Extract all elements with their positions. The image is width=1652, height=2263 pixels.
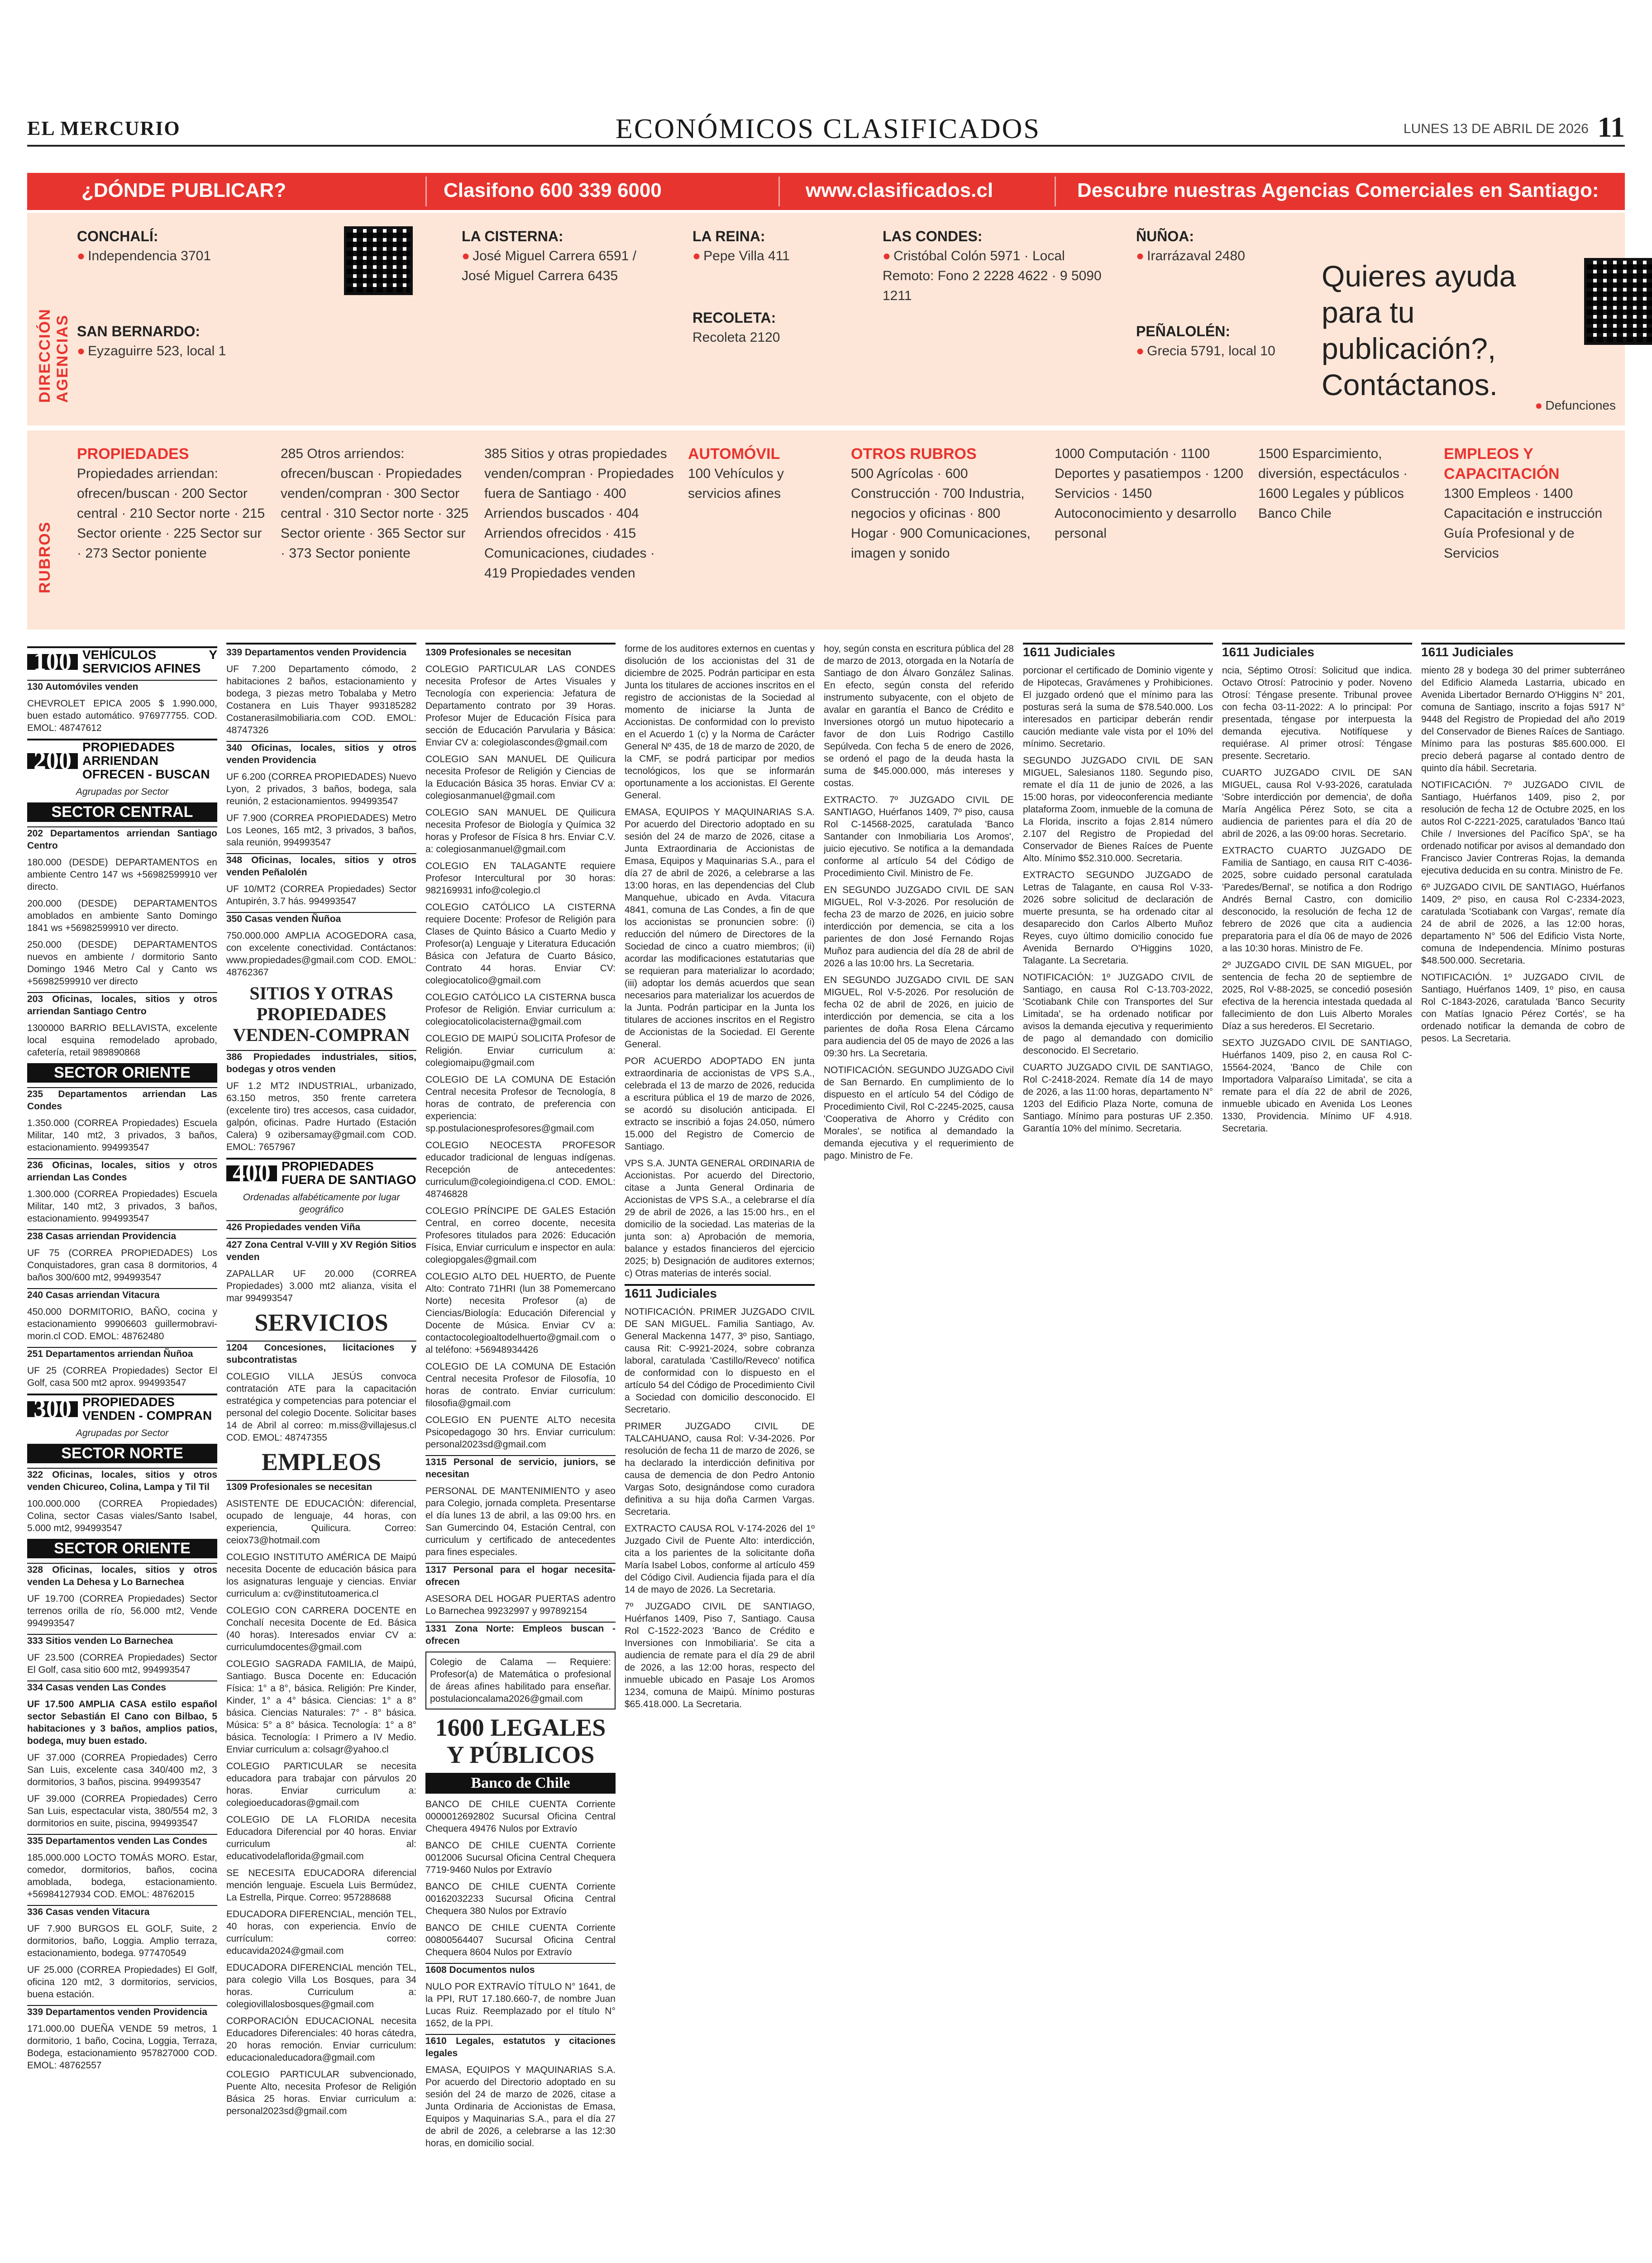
classified-ad: SE NECESITA EDUCADORA diferencial mención lenguaje. Escuela Luis Bermúdez, La Estrella, Pirque. Correo: 957288688 (226, 1868, 416, 1903)
category-name: PROPIEDADES FUERA DE SANTIAGO (282, 1159, 416, 1187)
classifieds-body (27, 643, 1625, 2263)
subcategory: 1331 Zona Norte: Empleos buscan - ofrecen (425, 1622, 616, 1647)
rubro-items: 385 Sitios y otras propiedades venden/compran · Propiedades fuera de Santiago · 400 Arriendos buscados · 404 Arriendos ofrecidos · 415 Comunicaciones, ciudades · 419 Propiedades venden (484, 446, 674, 581)
classified-ad: CHEVROLET EPICA 2005 $ 1.990.000, buen estado automático. 976977755. COD. EMOL: 48747612 (27, 698, 217, 733)
phone-number[interactable]: Clasifono 600 339 6000 (444, 179, 662, 201)
legal-notice: ncia, Séptimo Otrosí: Solicitud que indica. Octavo Otrosí: Patrocinio y poder. Noveno Otrosí: Téngase presente. Tribunal provee con fecha 03-11-2022: A lo principal: Por presentada, téngase por interpuesta la demanda ejecutiva. Notifíquese y requiérase. Al primer otrosí: Téngase presente. Secretario. (1222, 665, 1412, 761)
column-3 (425, 643, 616, 2263)
rubro-head: OTROS RUBROS (851, 445, 977, 463)
legal-notice: 6º JUZGADO CIVIL DE SANTIAGO, Huérfanos 1409, 2º piso, en causa Rol C-2334-2023, caratulada 'Scotiabank con Vargas', remate día 24 de abril de 2026, a las 12:00 horas, departamento N° 506 del Edificio Vista Norte, comuna de Independencia. Mínimo posturas $48.500.000. Secretaria. (1421, 882, 1625, 966)
classified-ad: 750.000.000 AMPLIA ACOGEDORA casa, con excelente conectividad. Contáctanos: www.propiedades@gmail.com COD. EMOL: 48762367 (226, 931, 416, 978)
legal-notice: VPS S.A. JUNTA GENERAL ORDINARIA de Accionistas. Por acuerdo del Directorio, citase a Junta General Ordinaria de Accionistas de VPS S.A., a celebrarse el día 29 de abril de 2026, a las 15:00 hrs., en el domicilio de la sociedad. Las materias de la junta son: a) Aprobación de memoria, balance y estados financieros del ejercicio 2025; b) Designación de auditores externos; c) Otras materias de interés social. (625, 1158, 815, 1279)
legal-notice: EMASA, EQUIPOS Y MAQUINARIAS S.A. Por acuerdo del Directorio adoptado en su sesión del 24 de marzo de 2026, citase a Junta Extraordinaria de Accionistas de Emasa, Equipos y Maquinarias S.A., para el día 27 de abril de 2026, a celebrarse a las 13:00 horas, en las dependencias del Club Manquehue, ubicado en Avda. Vitacura 4841, comuna de Las Condes, a fin de que los accionistas se pronuncien sobre: (i) reducción del número de Directores de la Sociedad de cinco a cuatro miembros; (ii) acordar las modificaciones estatutarias que se requieran para materializar lo acordado; (iii) adoptar los demás acuerdos que sean necesarios para materializar los acuerdos de la Junta. Podrán participar en la Junta los titulares de acciones inscritos en el Registro de Accionistas de la Sociedad. El Gerente General. (625, 807, 815, 1050)
subcategory: 1611 Judiciales (1222, 643, 1412, 660)
publish-banner (27, 173, 1625, 210)
subcategory: 240 Casas arriendan Vitacura (27, 1288, 217, 1301)
classified-ad: 200.000 (DESDE) DEPARTAMENTOS amoblados en ambiente Santo Domingo 1841 ws +56982599910 ver directo. (27, 898, 217, 933)
legal-notice: EXTRACTO CUARTO JUZGADO DE Familia de Santiago, en causa RIT C-4036-2025, sobre cuidado personal caratulada 'Paredes/Bernal', se notifica a don Rodrigo Andrés Bernal Castro, con domicilio desconocido, la resolución de fecha 12 de febrero de 2026 que cita a audiencia preparatoria para el día 06 de mayo de 2026 a las 10:30 horas. Ministro de Fe. (1222, 845, 1412, 954)
rubro-group (484, 444, 674, 583)
agency-name: LA REINA: (692, 228, 765, 244)
agency-address: José Miguel Carrera 6591 / José Miguel Carrera 6435 (462, 248, 636, 283)
subcategory: 236 Oficinas, locales, sitios y otros arriendan Las Condes (27, 1158, 217, 1184)
agency-san-bernardo (77, 321, 240, 361)
column-6 (1023, 643, 1213, 2263)
legal-notice: CUARTO JUZGADO CIVIL DE SAN MIGUEL, causa Rol V-93-2026, caratulada 'Sobre interdicción por demencia', de doña María Angélica Pérez Soto, se cita a audiencia de parientes para el día 20 de abril de 2026, a las 09:00 horas. Secretario. (1222, 768, 1412, 839)
column-4 (625, 643, 815, 2263)
legal-notice: miento 28 y bodega 30 del primer subterráneo del Edificio Alameda Lastarria, ubicado en Avenida Libertador Bernardo O'Higgins N° 201, comuna de Santiago, inscrito a fojas 5917 N° 9448 del Registro de Propiedad del año 2019 del Conservador de Bienes Raíces de Santiago. Mínimo para las posturas $85.600.000. El precio deberá pagarse al contado dentro de quinto día hábil. Secretaria. (1421, 665, 1625, 773)
sector-header: SECTOR ORIENTE (27, 1539, 217, 1558)
sector-header: SECTOR ORIENTE (27, 1063, 217, 1083)
legal-notice: NOTIFICACIÓN. 1º JUZGADO CIVIL de Santiago, Huérfanos 1409, 1º piso, en causa Rol C-1843-2026, caratulada 'Banco Security con Matías Ignacio Pérez Cortés', se ha ordenado notificar la demanda de cobro de pesos. La Secretaria. (1421, 972, 1625, 1044)
agency-name: ÑUÑOA: (1136, 228, 1194, 244)
category-number: 200 (27, 753, 78, 769)
subcategory: 350 Casas venden Ñuñoa (226, 912, 416, 925)
subcategory: 386 Propiedades industriales, sitios, bodegas y otros venden (226, 1050, 416, 1075)
defunciones-link[interactable] (1535, 398, 1616, 413)
classified-ad: COLEGIO PARTICULAR subvencionado, Puente Alto, necesita Profesor de Religión Básica 25 horas. Enviar curriculum a: personal2023sd@gmail.com (226, 2069, 416, 2116)
classified-ad: COLEGIO NEOCESTA PROFESOR educador tradicional de lenguas indígenas. Recepción de antecedentes: curriculum@colegioindigena.cl COD. EMOL: 48746828 (425, 1140, 616, 1199)
subcategory: 427 Zona Central V-VIII y XV Región Sitios venden (226, 1238, 416, 1263)
classified-ad: 180.000 (DESDE) DEPARTAMENTOS en ambiente Centro 147 ws +56982599910 ver directo. (27, 857, 217, 892)
location-pin-icon: ● (1535, 398, 1543, 412)
classified-ad: COLEGIO DE LA COMUNA DE Estación Central necesita Profesor de Filosofía, 10 horas de contrato. Enviar curriculum: filosofia@gmail.com (425, 1361, 616, 1408)
subcategory: 251 Departamentos arriendan Ñuñoa (27, 1347, 217, 1360)
classified-ad: COLEGIO SAN MANUEL DE Quilicura necesita Profesor de Religión y Ciencias de la Educación Básica 35 horas. Enviar CV a: colegiosanmanuel@gmail.com (425, 754, 616, 801)
column-2 (226, 643, 416, 2263)
agency-address: Recoleta 2120 (692, 330, 780, 345)
classified-ad: NULO POR EXTRAVÍO TÍTULO N° 1641, de la PPI, RUT 17.180.660-7, de nombre Juan Lucas Ruiz. Reemplazado por el título N° 1652, de la PPI. (425, 1981, 616, 2029)
category-header (27, 739, 217, 781)
legal-notice: EXTRACTO. 7º JUZGADO CIVIL DE SANTIAGO, Huérfanos 1409, 7º piso, causa Rol C-14568-2025, caratulada 'Banco Santander con Inmobiliaria Los Aromos', juicio ejecutivo. Se notifica a la demandada conforme al artículo 54 del Código de Procedimiento Civil. Ministro de Fe. (824, 795, 1014, 878)
classified-ad: UF 37.000 (CORREA Propiedades) Cerro San Luis, excelente casa 340/400 m2, 3 dormitorios, 3 baños, piscina. 994993547 (27, 1752, 217, 1787)
agency-address: Irarrázaval 2480 (1147, 248, 1245, 263)
classified-ad: UF 7.900 BURGOS EL GOLF, Suite, 2 dormitorios, baño, Loggia. Amplio terraza, estacionamiento, bodega. 977470549 (27, 1924, 217, 1958)
classified-ad: COLEGIO DE LA COMUNA DE Estación Central necesita Profesor de Tecnología, 8 horas de contrato, de preferencia con experiencia: sp.postulacionesprofesores@gmail.com (425, 1074, 616, 1134)
subcategory: 426 Propiedades venden Viña (226, 1220, 416, 1233)
location-pin-icon: ● (1136, 344, 1145, 358)
classified-ad: ASESORA DEL HOGAR PUERTAS adentro Lo Barnechea 99232997 y 997892154 (425, 1594, 616, 1616)
section-title: ECONÓMICOS CLASIFICADOS (616, 114, 1041, 144)
subcategory: 203 Oficinas, locales, sitios y otros arriendan Santiago Centro (27, 992, 217, 1017)
legal-notice: SEGUNDO JUZGADO CIVIL DE SAN MIGUEL, Salesianos 1180. Segundo piso, remate el día 11 de junio de 2026, a las 15:00 horas, por videoconferencia mediante plataforma Zoom, inmueble de la comuna de La Florida, inscrito a fojas 2.814 número 2.107 del Registro de Propiedad del Conservador de Bienes Raíces de Puente Alto. Mínimo $52.310.000. Secretaria. (1023, 755, 1213, 864)
subcategory: 1317 Personal para el hogar necesita-ofrecen (425, 1563, 616, 1588)
classified-ad: COLEGIO CON CARRERA DOCENTE en Conchalí necesita Docente de Ed. Básica (40 horas). Interesados enviar CV a: curriculumdocentes@gmail.com (226, 1605, 416, 1652)
sector-header: SECTOR NORTE (27, 1444, 217, 1463)
agency-address: Independencia 3701 (88, 248, 211, 263)
legal-notice: EXTRACTO SEGUNDO JUZGADO de Letras de Talagante, en causa Rol V-33-2026 sobre solicitud de declaración de muerte presunta, se ha ordenado citar al desaparecido don Carlos Alberto Muñoz Reyes, cuyo último domicilio conocido fue Avenida Bernardo O'Higgins 1020, Talagante. La Secretaria. (1023, 870, 1213, 966)
help-text: Quieres ayuda para tu publicación?, Contáctanos. (1322, 259, 1516, 401)
category-header (27, 646, 217, 675)
subcategory: 339 Departamentos venden Providencia (226, 643, 416, 659)
subcategory: 235 Departamentos arriendan Las Condes (27, 1087, 217, 1112)
agency-address: Eyzaguirre 523, local 1 (88, 344, 226, 358)
subcategory: 1204 Concesiones, licitaciones y subcontratistas (226, 1341, 416, 1366)
help-box (1322, 226, 1652, 401)
agencies-heading: Descubre nuestras Agencias Comerciales en Santiago: (1077, 179, 1599, 201)
classified-ad: 1300000 BARRIO BELLAVISTA, excelente local esquina remodelado aprobado, cafetería, retail 989890868 (27, 1023, 217, 1058)
classified-ad: 1.350.000 (CORREA Propiedades) Escuela Militar, 140 mt2, 3 privados, 3 baños, estacionamiento. 994993547 (27, 1118, 217, 1153)
classified-ad: UF 17.500 AMPLIA CASA estilo español sector Sebastián El Cano con Bilbao, 5 habitaciones y 3 baños, amplios patios, bodega, muy buen estado. (27, 1699, 217, 1746)
issue-date: LUNES 13 DE ABRIL DE 2026 (1403, 121, 1589, 136)
classified-ad: UF 10/MT2 (CORREA Propiedades) Sector Antupirén, 3.7 hás. 994993547 (226, 884, 416, 907)
subcategory: 340 Oficinas, locales, sitios y otros venden Providencia (226, 741, 416, 766)
classified-ad: COLEGIO VILLA JESÚS convoca contratación ATE para la capacitación estratégica y competencias para potenciar el personal del colegio Docente. Solicitar bases 14 de Abril al correo: m.miss@villajesus.cl COD. EMOL: 48747355 (226, 1371, 416, 1443)
category-name: PROPIEDADES VENDEN - COMPRAN (82, 1395, 212, 1423)
boxed-ad: Colegio de Calama — Requiere: Profesor(a) de Matemática o profesional de áreas afines habilitado para enseñar. postulacioncalama2026@gmail.com (425, 1652, 616, 1709)
classified-ad: COLEGIO PARTICULAR LAS CONDES necesita Profesor de Artes Visuales y Tecnología con experiencia: Jefatura de Departamento contrato por 39 Horas. Profesor Mujer de Educación Física para sección de Educación Parvularia y Básica: Enviar CV a: colegiolascondes@gmail.com (425, 664, 616, 748)
rubro-items: Propiedades arriendan: ofrecen/buscan · 200 Sector central · 210 Sector norte · 215 Sector oriente · 225 Sector sur · 273 Sector poniente (77, 466, 265, 561)
column-8 (1421, 643, 1625, 2263)
classified-ad: 100.000.000 (CORREA Propiedades) Colina, sector Casas viales/Santo Isabel, 5.000 mt2, 994993547 (27, 1499, 217, 1533)
classified-ad: ASISTENTE DE EDUCACIÓN: diferencial, ocupado de lenguaje, 44 horas, con experiencia, Quilicura. Correo: ceiox73@hotmail.com (226, 1499, 416, 1546)
category-name: PROPIEDADES ARRIENDAN OFRECEN - BUSCAN (82, 740, 210, 781)
page-number: 11 (1597, 111, 1625, 143)
rubro-items: 285 Otros arriendos: ofrecen/buscan · Propiedades venden/compran · 300 Sector central · 310 Sector norte · 325 Sector oriente · 365 Sector sur · 373 Sector poniente (281, 446, 469, 561)
location-pin-icon: ● (883, 248, 891, 263)
legal-notice: POR ACUERDO ADOPTADO EN junta extraordinaria de accionistas de VPS S.A., celebrada el 13 de marzo de 2026, reducida a escritura pública el 19 de marzo de 2026, se acordó su disolución anticipada. El extracto se inscribió a fojas 24.050, número 15.000 del Registro de Comercio de Santiago. (625, 1056, 815, 1152)
subcategory: 336 Casas venden Vitacura (27, 1905, 217, 1918)
location-pin-icon: ● (1136, 248, 1145, 263)
classified-ad: COLEGIO SAGRADA FAMILIA, de Maipú, Santiago. Busca Docente en: Educación Física: 1° a 8°, básica. Religión: Pre Kinder, Kinder, 1° a 4° básica. Ciencias: 1° a 8° básica. Ciencias Naturales: 7° - 8° básica. Música: 5° a 8° básica. Tecnología: 1° a 8° básica. Tecnología: I Primero a IV Medio. Enviar curriculum a: colsagr@yahoo.cl (226, 1659, 416, 1755)
classified-ad: COLEGIO DE MAIPÚ SOLICITA Profesor de Religión. Enviar curriculum a: colegiomaipu@gmail.com (425, 1033, 616, 1068)
rubro-head: AUTOMÓVIL (688, 445, 780, 463)
subcategory: 1309 Profesionales se necesitan (226, 1480, 416, 1493)
classified-ad: UF 7.900 (CORREA PROPIEDADES) Metro Los Leones, 165 mt2, 3 privados, 3 baños, sala reunión, 994993547 (226, 813, 416, 848)
classified-ad: UF 19.700 (CORREA Propiedades) Sector terrenos orilla de río, 56.000 mt2, Vende 994993547 (27, 1594, 217, 1628)
masthead (27, 113, 1625, 147)
rubros-label: RUBROS (36, 521, 53, 593)
agency-penalolen (1136, 321, 1281, 361)
rubros-index (27, 428, 1625, 630)
classified-ad: 450.000 DORMITORIO, BAÑO, cocina y estacionamiento 99906603 guillermobravi-morin.cl COD. EMOL: 48762480 (27, 1307, 217, 1342)
category-subtitle: Agrupadas por Sector (76, 1428, 169, 1438)
subcategory: 334 Casas venden Las Condes (27, 1681, 217, 1694)
legal-notice: NOTIFICACIÓN. SEGUNDO JUZGADO Civil de San Bernardo. En cumplimiento de lo dispuesto en el artículo 54 del Código de Procedimiento Civil, Rol C-2245-2025, causa 'Cooperativa de Ahorro y Crédito con Morales', se notifica al demandado la demanda ejecutiva y el requerimiento de pago. Ministro de Fe. (824, 1065, 1014, 1161)
classified-ad: EDUCADORA DIFERENCIAL mención TEL, para colegio Villa Los Bosques, para 34 horas. Curriculum a: colegiovillalosbosques@gmail.com (226, 1962, 416, 2010)
agency-name: LAS CONDES: (883, 228, 983, 244)
category-number: 400 (226, 1165, 277, 1181)
subcategory: 1611 Judiciales (1421, 643, 1625, 660)
classified-ad: UF 25.000 (CORREA Propiedades) El Golf, oficina 120 mt2, 3 dormitorios, servicios, buena estación. (27, 1965, 217, 2000)
rubro-group (688, 444, 837, 504)
classified-ad: COLEGIO CATÓLICO LA CISTERNA busca Profesor de Religión. Enviar curriculum a: colegiocatolicolacisterna@gmail.com (425, 992, 616, 1027)
classified-ad: BANCO DE CHILE CUENTA Corriente 0000012692802 Sucursal Oficina Central Chequera 49476 Nulos por Extravío (425, 1799, 616, 1834)
classified-ad: BANCO DE CHILE CUENTA Corriente 00800564407 Sucursal Oficina Central Chequera 8604 Nulos por Extravío (425, 1923, 616, 1957)
classified-ad: EMASA, EQUIPOS Y MAQUINARIAS S.A. Por acuerdo del Directorio adoptado en su sesión del 24 de marzo de 2026, citase a Junta Ordinaria de Accionistas de Emasa, Equipos y Maquinarias S.A., para el día 27 de abril de 2026, a celebrarse a las 12:30 horas, en domicilio social. (425, 2065, 616, 2148)
divider (425, 177, 427, 206)
classified-ad: 250.000 (DESDE) DEPARTAMENTOS nuevos en ambiente / dormitorio Santo Domingo 1946 Metro Cal y Canto ws +56982599910 ver directo (27, 940, 217, 987)
subcategory: 335 Departamentos venden Las Condes (27, 1834, 217, 1847)
agency-la-reina (692, 226, 846, 266)
legal-notice: 2º JUZGADO CIVIL DE SAN MIGUEL, por sentencia de fecha 20 de septiembre de 2025, Rol V-88-2025, se concedió posesión efectiva de la herencia intestada quedada al fallecimiento de don Luis Alberto Morales Díaz a sus herederos. El Secretario. (1222, 960, 1412, 1031)
rubro-items: 1500 Esparcimiento, diversión, espectáculos · 1600 Legales y públicos Banco Chile (1258, 446, 1408, 521)
classified-ad: COLEGIO DE LA FLORIDA necesita Educadora Diferencial por 40 horas. Enviar curriculum al: educativodelaflorida@gmail.com (226, 1814, 416, 1862)
website-link[interactable]: www.clasificados.cl (806, 179, 993, 201)
classified-ad: UF 1.2 MT2 INDUSTRIAL, urbanizado, 63.150 metros, 350 frente carretera (excelente tiro) tres accesos, casa cuidador, galpón, oficinas. Padre Hurtado (Estación Calera) 9 ozibersamay@gmail.com COD. EMOL: 7657967 (226, 1081, 416, 1152)
agency-nunoa (1136, 226, 1281, 266)
divider (1055, 177, 1056, 206)
rubro-head: EMPLEOS Y CAPACITACIÓN (1444, 445, 1560, 482)
legal-notice: CUARTO JUZGADO CIVIL DE SANTIAGO, Rol C-2418-2024. Remate día 14 de mayo de 2026, a las 11:00 horas, departamento N° 1203 del Edificio Plaza Norte, comuna de Santiago. Mínimo para posturas UF 2.350. Garantía 10% del mínimo. Secretaria. (1023, 1062, 1213, 1134)
classified-ad: UF 23.500 (CORREA Propiedades) Sector El Golf, casa sitio 600 mt2, 994993547 (27, 1652, 217, 1675)
classified-ad: BANCO DE CHILE CUENTA Corriente 0012006 Sucursal Oficina Central Chequera 7719-9460 Nulos por Extravío (425, 1840, 616, 1875)
category-number: 100 (27, 654, 78, 670)
category-subtitle: Ordenadas alfabéticamente por lugar geográfico (243, 1192, 400, 1215)
legal-notice: EXTRACTO CAUSA ROL V-174-2026 del 1º Juzgado Civil de Puente Alto: interdicción, cita a los parientes de la solicitante doña María Isabel Lobos, conforme al artículo 459 del Código Civil. Audiencia fijada para el día 14 de mayo de 2026. La Secretaria. (625, 1523, 815, 1595)
classified-ad: CORPORACIÓN EDUCACIONAL necesita Educadores Diferenciales: 40 horas cátedra, 20 horas remoción. Enviar curriculum: educacionaleducadora@gmail.com (226, 2016, 416, 2063)
classified-ad: COLEGIO SAN MANUEL DE Quilicura necesita Profesor de Biología y Química 32 horas y Profesor de Física 8 hrs. Enviar C.V. a: colegiosanmanuel@gmail.com (425, 807, 616, 855)
legal-notice: NOTIFICACIÓN. PRIMER JUZGADO CIVIL DE SAN MIGUEL. Familia Santiago, Av. General Mackenna 1477, 3º piso, Santiago, causa Rit: C-9921-2024, sobre cobranza laboral, caratulada 'Castillo/Reveco' notifica de conformidad con lo dispuesto en el artículo 54 del Código de Procedimiento Civil a Sociedad con domicilio desconocido. El Secretario. (625, 1307, 815, 1415)
agency-directory (27, 213, 1625, 425)
category-number: 300 (27, 1401, 78, 1417)
agency-la-cisterna (462, 226, 652, 286)
subcategory: 339 Departamentos venden Providencia (27, 2005, 217, 2018)
agency-address: Cristóbal Colón 5971 · Local Remoto: Fono 2 2228 4622 · 9 5090 1211 (883, 248, 1102, 303)
legal-notice: SEXTO JUZGADO CIVIL DE SANTIAGO, Huérfanos 1409, piso 2, en causa Rol C-15564-2024, 'Banco de Chile con Importadora Valparaíso Limitada', se cita a remate para el día 22 de abril de 2026, inmueble ubicado en Avenida Los Leones 1330, Providencia. Mínimo UF 4.918. Secretaria. (1222, 1038, 1412, 1134)
location-pin-icon: ● (462, 248, 470, 263)
classified-ad: EDUCADORA DIFERENCIAL, mención TEL, 40 horas, con experiencia. Envío de currículum: correo: educavida2024@gmail.com (226, 1909, 416, 1956)
subcategory: 1611 Judiciales (625, 1284, 815, 1301)
classified-ad: COLEGIO EN PUENTE ALTO necesita Psicopedagogo 30 hrs. Enviar curriculum: personal2023sd@gmail.com (425, 1415, 616, 1450)
subcategory: 1608 Documentos nulos (425, 1963, 616, 1976)
location-pin-icon: ● (77, 344, 86, 358)
category-header (226, 1158, 416, 1187)
location-pin-icon: ● (77, 248, 86, 263)
classified-ad: UF 7.200 Departamento cómodo, 2 habitaciones 2 baños, estacionamiento y bodega, 3 piezas metro Tobalaba y Metro Costanera en Luis Thayer 993185282 Costanerasilmobiliaria.com COD. EMOL: 48747326 (226, 664, 416, 735)
big-category: SERVICIOS (254, 1309, 388, 1336)
classified-ad: BANCO DE CHILE CUENTA Corriente 00162032233 Sucursal Oficina Central Chequera 380 Nulos por Extravío (425, 1881, 616, 1916)
qr-code-icon (1584, 258, 1652, 345)
subcategory: 1309 Profesionales se necesitan (425, 643, 616, 659)
subcategory: 333 Sitios venden Lo Barnechea (27, 1634, 217, 1647)
legal-notice: EN SEGUNDO JUZGADO CIVIL DE SAN MIGUEL, Rol V-5-2026. Por resolución de fecha 02 de abril de 2026, en juicio de interdicción por demencia, se cita a los parientes de doña Rosa Elena Cárcamo para audiencia del 05 de mayo de 2026 a las 09:30 hrs. La Secretaria. (824, 975, 1014, 1059)
defunciones-label: Defunciones (1545, 398, 1616, 412)
legal-notice: PRIMER JUZGADO CIVIL DE TALCAHUANO, causa Rol: V-34-2026. Por resolución de fecha 11 de marzo de 2026, se ha declarado la interdicción definitiva por causa de demencia de don Pedro Antonio Vargas Soto, designándose como curadora definitiva a su hija doña Carmen Vargas. Secretaria. (625, 1421, 815, 1517)
directory-label: DIRECCIÓN AGENCIAS (36, 308, 71, 403)
classified-ad: ZAPALLAR UF 20.000 (CORREA Propiedades) 3.000 mt2 alianza, visita el mar 994993547 (226, 1269, 416, 1303)
category-header (27, 1394, 217, 1423)
subcategory: 202 Departamentos arriendan Santiago Centro (27, 826, 217, 852)
big-category: 1600 LEGALES Y PÚBLICOS (435, 1714, 606, 1768)
agency-address: Pepe Villa 411 (703, 248, 790, 263)
qr-code-icon (344, 226, 413, 295)
classified-ad: COLEGIO INSTITUTO AMÉRICA DE Maipú necesita Docente de educación básica para los asignaturas lenguaje y ciencias. Enviar curriculum a: cv@institutoamerica.cl (226, 1552, 416, 1599)
subcategory: 130 Automóviles venden (27, 680, 217, 693)
legal-notice: NOTIFICACIÓN. 7º JUZGADO CIVIL de Santiago, Huérfanos 1409, piso 2, por resolución de fecha 12 de Octubre 2025, en los autos Rol C-2221-2025, caratulados 'Banco Itaú Chile / Inversiones del Pacífico SpA', se ha ordenado notificar por avisos al demandado don Francisco Javier Contreras Rojas, la demanda ejecutiva deducida en su contra. Ministro de Fe. (1421, 780, 1625, 876)
rubro-group (1258, 444, 1430, 524)
subcategory: 1315 Personal de servicio, juniors, se necesitan (425, 1455, 616, 1480)
rubro-group (77, 444, 267, 563)
subcategory: 322 Oficinas, locales, sitios y otros venden Chicureo, Colina, Lampa y Til Til (27, 1468, 217, 1493)
classified-ad: COLEGIO CATÓLICO LA CISTERNA requiere Docente: Profesor de Religión para Clases de Quinto Básico a Cuarto Medio y Profesor(a) Lenguaje y Literatura Educación Básica con Jefatura de Cuarto Básico, Contrato 44 horas. Enviar CV: colegiocatolico@gmail.com (425, 902, 616, 986)
subcategory: 328 Oficinas, locales, sitios y otros venden La Dehesa y Lo Barnechea (27, 1563, 217, 1588)
classified-ad: 1.300.000 (CORREA Propiedades) Escuela Militar, 140 mt2, 3 privados, 3 baños, estacionamiento. 994993547 (27, 1189, 217, 1224)
subcategory: 348 Oficinas, locales, sitios y otros venden Peñalolén (226, 853, 416, 878)
classified-ad: UF 75 (CORREA PROPIEDADES) Los Conquistadores, gran casa 8 dormitorios, 4 baños 300/600 mt2, 994993547 (27, 1248, 217, 1283)
rubro-group (851, 444, 1041, 563)
divider (778, 177, 780, 206)
classified-ad: 171.000.00 DUEÑA VENDE 59 metros, 1 dormitorio, 1 baño, Cocina, Loggia, Terraza, Bodega, estacionamiento 957827000 COD. EMOL: 48762557 (27, 2024, 217, 2071)
rubro-items: 500 Agrícolas · 600 Construcción · 700 Industria, negocios y oficinas · 800 Hogar · 900 Comunicaciones, imagen y sonido (851, 466, 1031, 561)
classified-ad: UF 39.000 (CORREA Propiedades) Cerro San Luis, espectacular vista, 380/554 m2, 3 dormitorios en suite, piscina, 994993547 (27, 1794, 217, 1829)
sector-header: SECTOR CENTRAL (27, 802, 217, 822)
rubro-items: 1000 Computación · 1100 Deportes y pasatiempos · 1200 Servicios · 1450 Autoconocimiento y desarrollo personal (1055, 446, 1243, 541)
rubro-group (1055, 444, 1245, 544)
classified-ad: UF 25 (CORREA Propiedades) Sector El Golf, casa 500 mt2 aprox. 994993547 (27, 1365, 217, 1388)
category-name: VEHÍCULOS Y SERVICIOS AFINES (82, 648, 217, 675)
subcategory: 238 Casas arriendan Providencia (27, 1229, 217, 1242)
classified-ad: UF 6.200 (CORREA PROPIEDADES) Nuevo Lyon, 2 privados, 3 baños, bodega, sala reunión, 2 estacionamientos. 994993547 (226, 772, 416, 807)
rubro-group (281, 444, 471, 563)
legal-notice: forme de los auditores externos en cuentas y disolución de los accionistas del 31 de diciembre de 2025. Podrán participar en esta Junta los titulares de acciones inscritos en el registro de accionistas de la Sociedad al momento de iniciarse la Junta de Accionistas. De conformidad con lo previsto en el Acuerdo 1 (c) y la Norma de Carácter General Nº 435, de 18 de marzo de 2020, de la CMF, se podrá participar por medios tecnológicos, los que se informarán oportunamente a los accionistas. El Gerente General. (625, 644, 815, 801)
subcategory: 1611 Judiciales (1023, 643, 1213, 660)
agency-name: CONCHALÍ: (77, 228, 158, 244)
classified-ad: COLEGIO PARTICULAR se necesita educadora para trabajar con párvulos 20 horas. Enviar curriculum a: colegioeducadoras@gmail.com (226, 1761, 416, 1808)
agency-las-condes (883, 226, 1118, 306)
classified-ad: COLEGIO EN TALAGANTE requiere Profesor Intercultural por 30 horas: 982169931 info@colegio.cl (425, 861, 616, 896)
agency-address: Grecia 5791, local 10 (1147, 344, 1275, 358)
bank-banner: Banco de Chile (425, 1773, 616, 1794)
location-pin-icon: ● (692, 248, 701, 263)
classified-ad: COLEGIO PRÍNCIPE DE GALES Estación Central, en correo docente, necesita Profesores titulados para 2026: Educación Física, Enviar curriculum e inspector en aula: colegiopgales@gmail.com (425, 1206, 616, 1265)
agency-recoleta (692, 308, 846, 348)
classified-ad: 185.000.000 LOCTO TOMÁS MORO. Estar, comedor, dormitorios, baños, cocina amoblada, bodega, estacionamiento. +56984127934 COD. EMOL: 48762015 (27, 1852, 217, 1900)
category-subtitle: Agrupadas por Sector (76, 787, 169, 797)
agency-name: LA CISTERNA: (462, 228, 563, 244)
legal-notice: NOTIFICACIÓN: 1º JUZGADO CIVIL de Santiago, en causa Rol C-13.703-2022, 'Scotiabank Chile con Transportes del Sur Limitada', se ha ordenado notificar por avisos la demanda ejecutiva y requerimiento de pago al demandado con domicilio desconocido. El Secretario. (1023, 972, 1213, 1056)
column-5 (824, 643, 1014, 2263)
subcategory: 1610 Legales, estatutos y citaciones legales (425, 2034, 616, 2059)
legal-notice: porcionar el certificado de Dominio vigente y de Hipotecas, Gravámenes y Prohibiciones. El juzgado ordenó que el mínimo para las posturas será la suma de $78.540.000. Los interesados en participar deberán rendir caución mediante vale vista por el 10% del mínimo. Secretario. (1023, 665, 1213, 749)
agency-name: SAN BERNARDO: (77, 323, 200, 339)
agency-conchali (77, 226, 240, 266)
where-to-publish: ¿DÓNDE PUBLICAR? (81, 179, 286, 201)
rubro-items: 100 Vehículos y servicios afines (688, 466, 784, 501)
classified-ad: COLEGIO ALTO DEL HUERTO, de Puente Alto: Contrato 71HRI (lun 38 Pomemercano Norte) necesita Profesor (a) de Ciencias/Biología: Educación Diferencial y Docente de Música. Enviar CV a: contactocolegioaltodelhuerto@gmail.com o al teléfono: +56948934426 (425, 1271, 616, 1355)
legal-notice: EN SEGUNDO JUZGADO CIVIL DE SAN MIGUEL, Rol V-3-2026. Por resolución de fecha 23 de marzo de 2026, en juicio sobre interdicción por demencia, se cita a los parientes de don José Fernando Rojas Muñoz para audiencia del día 28 de abril de 2026 a las 10:00 hrs. La Secretaria. (824, 885, 1014, 969)
rubro-group (1444, 444, 1616, 563)
column-1 (27, 643, 217, 2263)
rubro-items: 1300 Empleos · 1400 Capacitación e instrucción Guía Profesional y de Servicios (1444, 486, 1603, 561)
column-7 (1222, 643, 1412, 2263)
legal-notice: 7º JUZGADO CIVIL DE SANTIAGO, Huérfanos 1409, Piso 7, Santiago. Causa Rol C-1522-2023 'Banco de Crédito e Inversiones con Inmobiliaria'. Se cita a audiencia de remate para el día 29 de abril de 2026, a las 12:00 horas, respecto del inmueble ubicado en Pasaje Los Aromos 1234, comuna de Maipú. Mínimo posturas $65.418.000. La Secretaria. (625, 1601, 815, 1709)
big-category: SITIOS Y OTRAS PROPIEDADES VENDEN-COMPRAN (233, 983, 410, 1045)
legal-notice: hoy, según consta en escritura pública del 28 de marzo de 2013, otorgada en la Notaría de Santiago de don Álvaro González Salinas. En efecto, según consta del referido instrumento subyacente, con el objeto de avalar en garantía el Banco de Crédito e Inversiones otorgó un mutuo hipotecario a favor de don Luis Rodrigo Castillo Sepúlveda. Con fecha 5 de enero de 2026, se ordenó el pago de la deuda hasta la suma de $45.000.000, más intereses y costas. (824, 644, 1014, 788)
classified-ad: PERSONAL DE MANTENIMIENTO y aseo para Colegio, jornada completa. Presentarse el día lunes 13 de abril, a las 09:00 hrs. en San Gumercindo 04, Estación Central, con curriculum y certificado de antecedentes para fines especiales. (425, 1486, 616, 1557)
agency-name: PEÑALOLÉN: (1136, 323, 1230, 339)
newspaper-brand: EL MERCURIO (27, 117, 181, 139)
rubro-head: PROPIEDADES (77, 445, 189, 463)
agency-name: RECOLETA: (692, 310, 776, 326)
big-category: EMPLEOS (261, 1448, 382, 1475)
